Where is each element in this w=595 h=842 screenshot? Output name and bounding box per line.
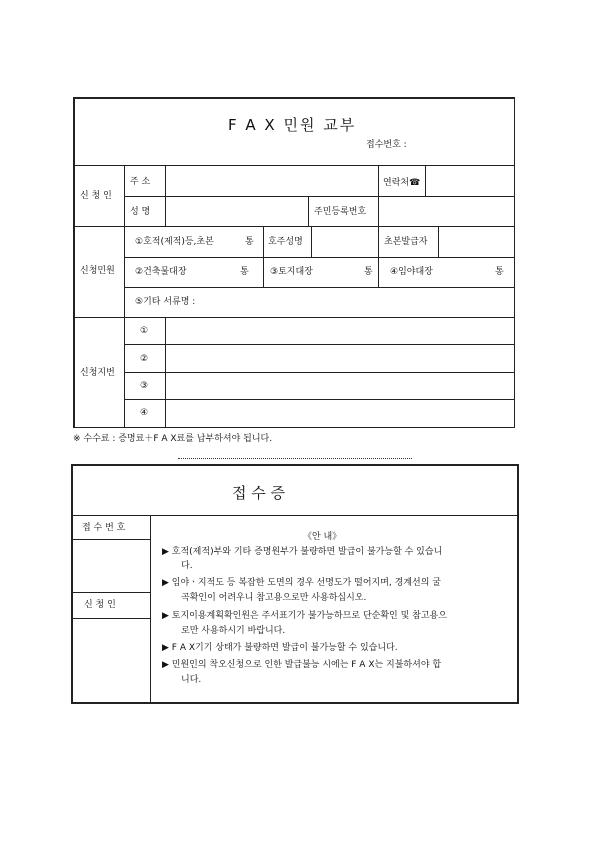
guide-item: ▶ 민원인의 착오신청으로 인한 발급불능 시에는 F A X는 지불하셔야 합: [162, 660, 442, 670]
receipt-no-label: 접 수 번 호: [82, 523, 126, 533]
name-label: 성 명: [130, 207, 151, 217]
form-title: F A X 민원 교부: [228, 116, 357, 134]
unit-tong: 통: [495, 267, 504, 277]
row-line: [124, 287, 515, 288]
form-border-bottom: [73, 427, 515, 428]
item-other-documents: ⑤기타 서류명 :: [135, 297, 196, 307]
contact-label: 연락처☎: [383, 178, 421, 188]
receipt-row-line: [71, 515, 519, 516]
receipt-row-line: [71, 539, 150, 540]
guide-item: 곡확인이 어려우니 참고용으로만 사용하십시오.: [181, 593, 367, 603]
unit-tong: 통: [364, 267, 373, 277]
guide-item: 로만 사용하시기 바랍니다.: [181, 626, 286, 636]
lot-number: ①: [140, 326, 149, 336]
request-label: 신청민원: [80, 266, 115, 276]
col-line: [311, 226, 312, 257]
form-border-top: [73, 97, 515, 99]
guide-item: 니다.: [181, 675, 202, 685]
unit-tong: 통: [245, 237, 254, 247]
item-family-register: ①호적(제적)등,초본: [135, 237, 214, 247]
lot-number: ④: [140, 408, 149, 418]
item-building-register: ②건축물대장: [135, 267, 187, 277]
guide-item: ▶ 임야ㆍ지적도 등 복잡한 도면의 경우 선명도가 떨어지며, 경계선의 굴: [162, 578, 441, 588]
receipt-border-left: [71, 464, 73, 704]
lot-label: 신청지번: [80, 368, 115, 378]
guide-item: ▶ 토지이용계획확인원은 주서표기가 불가능하므로 단순확인 및 참고용으: [162, 611, 447, 621]
receipt-col-line: [150, 515, 151, 703]
householder-label: 호주성명: [268, 237, 303, 247]
guide-title: 《안 내》: [303, 532, 342, 542]
form-border-right: [514, 97, 515, 428]
row-line: [73, 165, 515, 166]
row-line: [124, 372, 515, 373]
col-line: [425, 165, 426, 197]
receipt-no-label: 접수번호 :: [366, 140, 407, 150]
receipt-border-top: [71, 464, 519, 466]
address-label: 주 소: [130, 177, 151, 187]
row-line: [73, 226, 515, 227]
extract-issuer-label: 초본발급자: [384, 237, 428, 247]
receipt-row-line: [71, 592, 150, 593]
receipt-applicant-label: 신 청 인: [84, 600, 116, 610]
resident-no-label: 주민등록번호: [314, 207, 367, 217]
item-land-register: ③토지대장: [270, 267, 313, 277]
row-line: [124, 399, 515, 400]
receipt-border-bottom: [71, 702, 519, 704]
row-line: [124, 196, 515, 197]
form-border-left: [73, 97, 75, 428]
col-line: [308, 196, 309, 227]
col-line: [263, 226, 264, 288]
col-line: [124, 165, 125, 428]
guide-item: ▶ F A X기기 상태가 불량하면 발급이 불가능할 수 있습니다.: [162, 643, 398, 653]
applicant-label: 신 청 인: [80, 191, 112, 201]
guide-item: ▶ 호적(제적)부와 기타 증명원부가 불량하면 발급이 불가능할 수 있습니: [162, 547, 443, 557]
col-line: [165, 317, 166, 428]
guide-item: 다.: [181, 561, 193, 571]
fee-note: ※ 수수료 : 증명료＋F A X료를 납부하셔야 됩니다.: [73, 434, 273, 444]
lot-number: ②: [140, 354, 149, 364]
unit-tong: 통: [240, 267, 249, 277]
col-line: [165, 165, 166, 227]
cut-line: [178, 458, 412, 459]
item-forest-register: ④임야대장: [390, 267, 433, 277]
col-line: [438, 226, 439, 257]
receipt-row-line: [71, 618, 150, 619]
col-line: [378, 226, 379, 288]
row-line: [124, 344, 515, 345]
receipt-title: 접 수 증: [232, 484, 286, 502]
receipt-border-right: [517, 464, 519, 704]
row-line: [124, 257, 515, 258]
lot-number: ③: [140, 381, 149, 391]
row-line: [73, 317, 515, 318]
col-line: [378, 165, 379, 227]
